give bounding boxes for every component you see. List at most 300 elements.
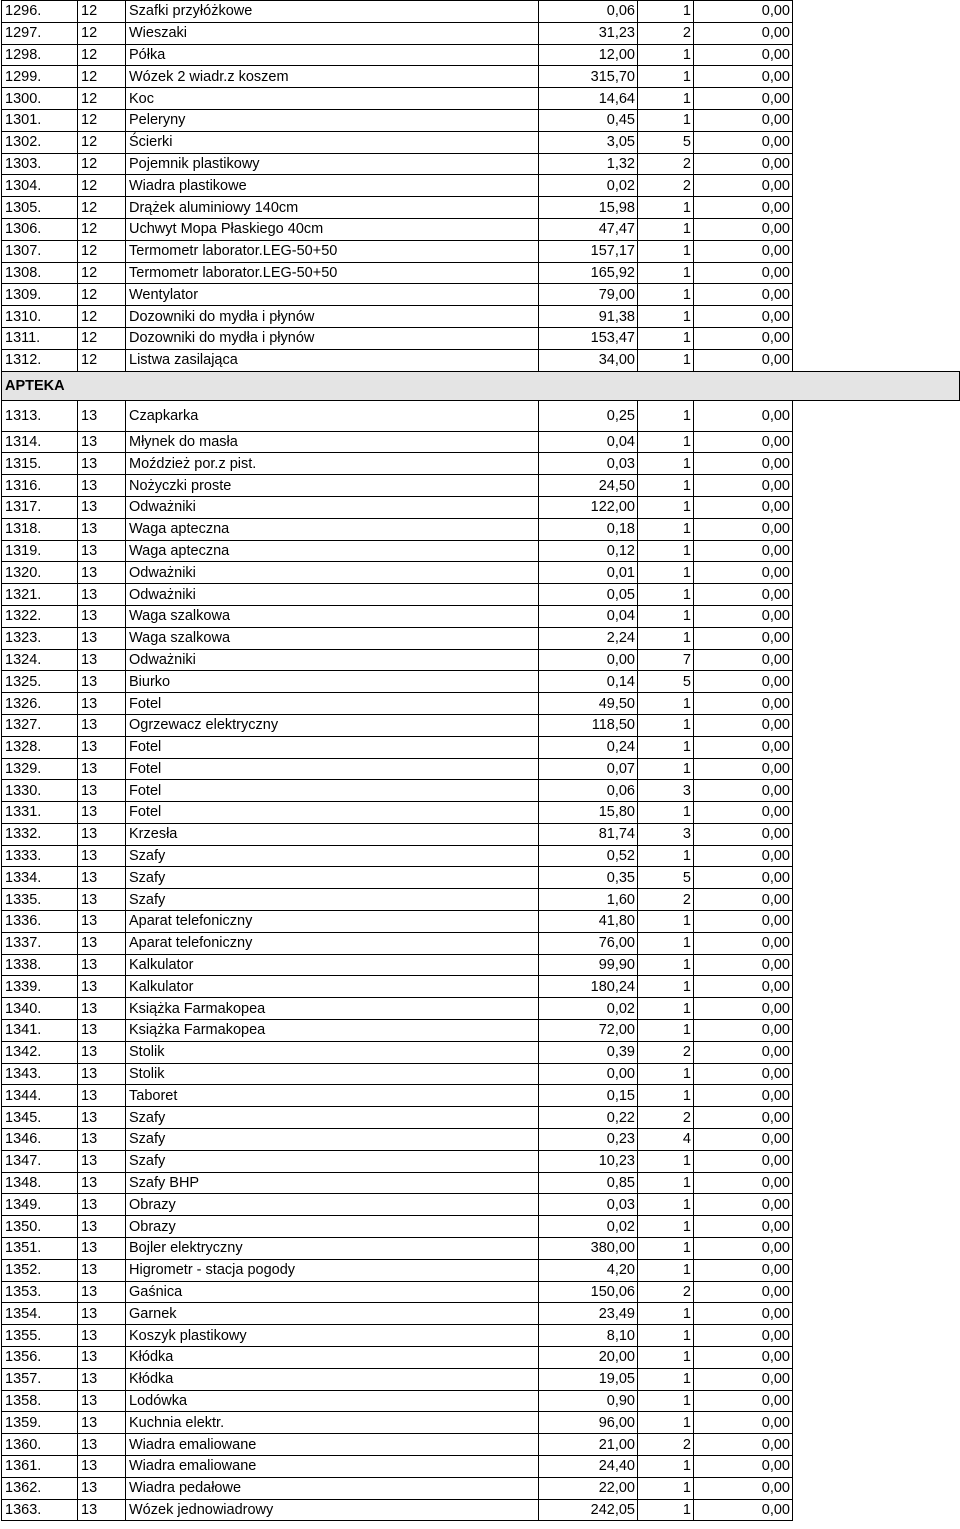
qty-cell: 3 [638,780,694,802]
lp-cell: 1315. [2,453,78,475]
table-row [2,932,960,954]
price-cell: 157,17 [539,240,638,262]
price-cell: 0,02 [539,175,638,197]
group-cell: 13 [78,1107,126,1129]
empty-cell [793,1085,960,1107]
group-cell: 12 [78,66,126,88]
value-cell: 0,00 [694,1456,793,1478]
group-cell: 12 [78,44,126,66]
value-cell: 0,00 [694,823,793,845]
name-cell: Szafy BHP [126,1172,539,1194]
price-cell: 165,92 [539,262,638,284]
group-cell: 13 [78,867,126,889]
lp-cell: 1336. [2,911,78,933]
empty-cell [793,175,960,197]
lp-cell: 1311. [2,327,78,349]
qty-cell: 1 [638,475,694,497]
empty-cell [793,823,960,845]
value-cell: 0,00 [694,197,793,219]
lp-cell: 1312. [2,349,78,371]
table-row [2,22,960,44]
lp-cell: 1330. [2,780,78,802]
lp-cell: 1309. [2,284,78,306]
name-cell: Kalkulator [126,976,539,998]
group-cell: 13 [78,1150,126,1172]
qty-cell: 1 [638,1477,694,1499]
qty-cell: 1 [638,1259,694,1281]
empty-cell [793,998,960,1020]
name-cell: Drążek aluminiowy 140cm [126,197,539,219]
table-row [2,758,960,780]
lp-cell: 1346. [2,1129,78,1151]
table-row [2,1129,960,1151]
qty-cell: 1 [638,327,694,349]
price-cell: 242,05 [539,1499,638,1521]
name-cell: Odważniki [126,649,539,671]
group-cell: 12 [78,240,126,262]
qty-cell: 1 [638,1085,694,1107]
qty-cell: 1 [638,1216,694,1238]
empty-cell [793,1303,960,1325]
price-cell: 49,50 [539,693,638,715]
value-cell: 0,00 [694,1499,793,1521]
inventory-table [1,0,960,1521]
name-cell: Wiadra emaliowane [126,1434,539,1456]
qty-cell: 1 [638,562,694,584]
empty-cell [793,605,960,627]
empty-cell [793,431,960,453]
name-cell: Aparat telefoniczny [126,932,539,954]
group-cell: 13 [78,1477,126,1499]
qty-cell: 1 [638,218,694,240]
qty-cell: 2 [638,889,694,911]
group-cell: 13 [78,562,126,584]
lp-cell: 1360. [2,1434,78,1456]
empty-cell [793,562,960,584]
value-cell: 0,00 [694,932,793,954]
price-cell: 0,07 [539,758,638,780]
lp-cell: 1345. [2,1107,78,1129]
empty-cell [793,1172,960,1194]
qty-cell: 1 [638,240,694,262]
price-cell: 0,04 [539,431,638,453]
empty-cell [793,44,960,66]
table-row [2,1477,960,1499]
price-cell: 81,74 [539,823,638,845]
value-cell: 0,00 [694,1063,793,1085]
price-cell: 1,32 [539,153,638,175]
name-cell: Szafy [126,1107,539,1129]
empty-cell [793,1281,960,1303]
table-row [2,496,960,518]
lp-cell: 1305. [2,197,78,219]
name-cell: Obrazy [126,1194,539,1216]
table-row [2,1325,960,1347]
empty-cell [793,932,960,954]
value-cell: 0,00 [694,1041,793,1063]
group-cell: 13 [78,1238,126,1260]
group-cell: 13 [78,671,126,693]
lp-cell: 1332. [2,823,78,845]
group-cell: 13 [78,627,126,649]
value-cell: 0,00 [694,584,793,606]
empty-cell [793,1347,960,1369]
price-cell: 1,60 [539,889,638,911]
name-cell: Szafy [126,845,539,867]
price-cell: 15,80 [539,802,638,824]
table-row [2,540,960,562]
name-cell: Dozowniki do mydła i płynów [126,327,539,349]
value-cell: 0,00 [694,1390,793,1412]
price-cell: 0,18 [539,518,638,540]
qty-cell: 5 [638,867,694,889]
name-cell: Szafy [126,1129,539,1151]
qty-cell: 2 [638,175,694,197]
price-cell: 10,23 [539,1150,638,1172]
name-cell: Wieszaki [126,22,539,44]
group-cell: 13 [78,911,126,933]
price-cell: 20,00 [539,1347,638,1369]
qty-cell: 7 [638,649,694,671]
lp-cell: 1356. [2,1347,78,1369]
value-cell: 0,00 [694,1238,793,1260]
lp-cell: 1361. [2,1456,78,1478]
lp-cell: 1358. [2,1390,78,1412]
table-row [2,1456,960,1478]
group-cell: 13 [78,1368,126,1390]
lp-cell: 1333. [2,845,78,867]
empty-cell [793,131,960,153]
empty-cell [793,306,960,328]
name-cell: Odważniki [126,562,539,584]
price-cell: 24,40 [539,1456,638,1478]
group-cell: 13 [78,431,126,453]
qty-cell: 1 [638,1238,694,1260]
name-cell: Młynek do masła [126,431,539,453]
price-cell: 0,23 [539,1129,638,1151]
name-cell: Listwa zasilająca [126,349,539,371]
lp-cell: 1351. [2,1238,78,1260]
empty-cell [793,400,960,431]
qty-cell: 1 [638,1063,694,1085]
table-row [2,153,960,175]
value-cell: 0,00 [694,1259,793,1281]
table-row [2,649,960,671]
name-cell: Kłódka [126,1368,539,1390]
group-cell: 12 [78,175,126,197]
value-cell: 0,00 [694,1434,793,1456]
qty-cell: 1 [638,1347,694,1369]
value-cell: 0,00 [694,240,793,262]
group-cell: 12 [78,327,126,349]
value-cell: 0,00 [694,736,793,758]
name-cell: Taboret [126,1085,539,1107]
price-cell: 0,06 [539,1,638,23]
lp-cell: 1299. [2,66,78,88]
table-row [2,1172,960,1194]
name-cell: Fotel [126,693,539,715]
qty-cell: 1 [638,736,694,758]
table-row [2,175,960,197]
empty-cell [793,240,960,262]
qty-cell: 1 [638,1368,694,1390]
name-cell: Pojemnik plastikowy [126,153,539,175]
price-cell: 0,06 [539,780,638,802]
table-row [2,1390,960,1412]
value-cell: 0,00 [694,44,793,66]
lp-cell: 1296. [2,1,78,23]
value-cell: 0,00 [694,889,793,911]
lp-cell: 1353. [2,1281,78,1303]
group-cell: 13 [78,584,126,606]
lp-cell: 1334. [2,867,78,889]
qty-cell: 2 [638,153,694,175]
qty-cell: 1 [638,496,694,518]
table-row [2,1085,960,1107]
empty-cell [793,197,960,219]
group-cell: 12 [78,284,126,306]
value-cell: 0,00 [694,262,793,284]
lp-cell: 1329. [2,758,78,780]
lp-cell: 1344. [2,1085,78,1107]
price-cell: 23,49 [539,1303,638,1325]
table-row [2,823,960,845]
group-cell: 13 [78,1390,126,1412]
price-cell: 34,00 [539,349,638,371]
group-cell: 13 [78,540,126,562]
group-cell: 12 [78,131,126,153]
value-cell: 0,00 [694,1477,793,1499]
name-cell: Wiadra plastikowe [126,175,539,197]
value-cell: 0,00 [694,605,793,627]
price-cell: 0,04 [539,605,638,627]
value-cell: 0,00 [694,475,793,497]
table-row [2,306,960,328]
group-cell: 13 [78,1347,126,1369]
qty-cell: 1 [638,306,694,328]
group-cell: 13 [78,976,126,998]
qty-cell: 4 [638,1129,694,1151]
empty-cell [793,66,960,88]
value-cell: 0,00 [694,400,793,431]
name-cell: Termometr laborator.LEG-50+50 [126,240,539,262]
qty-cell: 3 [638,823,694,845]
lp-cell: 1298. [2,44,78,66]
group-cell: 13 [78,1281,126,1303]
table-row [2,671,960,693]
empty-cell [793,153,960,175]
lp-cell: 1316. [2,475,78,497]
group-cell: 12 [78,262,126,284]
qty-cell: 5 [638,671,694,693]
name-cell: Termometr laborator.LEG-50+50 [126,262,539,284]
price-cell: 21,00 [539,1434,638,1456]
lp-cell: 1323. [2,627,78,649]
group-cell: 13 [78,1259,126,1281]
qty-cell: 1 [638,758,694,780]
value-cell: 0,00 [694,562,793,584]
name-cell: Kalkulator [126,954,539,976]
name-cell: Półka [126,44,539,66]
value-cell: 0,00 [694,1150,793,1172]
name-cell: Uchwyt Mopa Płaskiego 40cm [126,218,539,240]
lp-cell: 1324. [2,649,78,671]
group-cell: 12 [78,109,126,131]
name-cell: Książka Farmakopea [126,998,539,1020]
group-cell: 12 [78,88,126,110]
empty-cell [793,1412,960,1434]
qty-cell: 1 [638,109,694,131]
table-row [2,431,960,453]
group-cell: 13 [78,736,126,758]
empty-cell [793,1020,960,1042]
qty-cell: 1 [638,932,694,954]
empty-cell [793,518,960,540]
name-cell: Wiadra emaliowane [126,1456,539,1478]
value-cell: 0,00 [694,66,793,88]
price-cell: 4,20 [539,1259,638,1281]
empty-cell [793,1368,960,1390]
table-row [2,714,960,736]
empty-cell [793,584,960,606]
group-cell: 13 [78,954,126,976]
group-cell: 13 [78,1325,126,1347]
group-cell: 13 [78,1216,126,1238]
lp-cell: 1301. [2,109,78,131]
price-cell: 0,35 [539,867,638,889]
value-cell: 0,00 [694,131,793,153]
value-cell: 0,00 [694,1020,793,1042]
qty-cell: 1 [638,1456,694,1478]
lp-cell: 1302. [2,131,78,153]
table-row [2,131,960,153]
value-cell: 0,00 [694,1216,793,1238]
lp-cell: 1350. [2,1216,78,1238]
price-cell: 2,24 [539,627,638,649]
table-row [2,218,960,240]
table-row [2,605,960,627]
qty-cell: 1 [638,1172,694,1194]
name-cell: Odważniki [126,584,539,606]
group-cell: 13 [78,1020,126,1042]
empty-cell [793,327,960,349]
name-cell: Dozowniki do mydła i płynów [126,306,539,328]
table-row [2,109,960,131]
value-cell: 0,00 [694,867,793,889]
value-cell: 0,00 [694,1281,793,1303]
table-row [2,240,960,262]
empty-cell [793,845,960,867]
name-cell: Stolik [126,1041,539,1063]
price-cell: 118,50 [539,714,638,736]
empty-cell [793,496,960,518]
empty-cell [793,714,960,736]
empty-cell [793,1063,960,1085]
qty-cell: 1 [638,584,694,606]
lp-cell: 1331. [2,802,78,824]
qty-cell: 1 [638,1303,694,1325]
table-row [2,262,960,284]
qty-cell: 1 [638,1499,694,1521]
price-cell: 380,00 [539,1238,638,1260]
lp-cell: 1357. [2,1368,78,1390]
lp-cell: 1354. [2,1303,78,1325]
table-row [2,693,960,715]
price-cell: 0,90 [539,1390,638,1412]
lp-cell: 1326. [2,693,78,715]
name-cell: Ścierki [126,131,539,153]
group-cell: 13 [78,758,126,780]
value-cell: 0,00 [694,1172,793,1194]
empty-cell [793,1456,960,1478]
lp-cell: 1320. [2,562,78,584]
value-cell: 0,00 [694,327,793,349]
empty-cell [793,1434,960,1456]
name-cell: Peleryny [126,109,539,131]
empty-cell [793,627,960,649]
qty-cell: 1 [638,954,694,976]
table-row [2,736,960,758]
table-row [2,1194,960,1216]
lp-cell: 1343. [2,1063,78,1085]
value-cell: 0,00 [694,1368,793,1390]
empty-cell [793,218,960,240]
empty-cell [793,1107,960,1129]
value-cell: 0,00 [694,1347,793,1369]
qty-cell: 1 [638,1194,694,1216]
lp-cell: 1318. [2,518,78,540]
group-cell: 12 [78,1,126,23]
group-cell: 13 [78,1172,126,1194]
section-row [2,371,960,400]
name-cell: Stolik [126,1063,539,1085]
group-cell: 13 [78,845,126,867]
name-cell: Fotel [126,736,539,758]
lp-cell: 1335. [2,889,78,911]
lp-cell: 1304. [2,175,78,197]
price-cell: 99,90 [539,954,638,976]
empty-cell [793,349,960,371]
value-cell: 0,00 [694,218,793,240]
group-cell: 13 [78,1129,126,1151]
price-cell: 79,00 [539,284,638,306]
table-row [2,475,960,497]
empty-cell [793,1194,960,1216]
price-cell: 72,00 [539,1020,638,1042]
table-row [2,802,960,824]
qty-cell: 1 [638,197,694,219]
price-cell: 24,50 [539,475,638,497]
name-cell: Lodówka [126,1390,539,1412]
qty-cell: 2 [638,1434,694,1456]
empty-cell [793,976,960,998]
lp-cell: 1325. [2,671,78,693]
lp-cell: 1341. [2,1020,78,1042]
group-cell: 12 [78,218,126,240]
table-row [2,911,960,933]
group-cell: 12 [78,22,126,44]
value-cell: 0,00 [694,758,793,780]
value-cell: 0,00 [694,1412,793,1434]
value-cell: 0,00 [694,998,793,1020]
group-cell: 13 [78,780,126,802]
lp-cell: 1308. [2,262,78,284]
name-cell: Fotel [126,780,539,802]
qty-cell: 1 [638,1390,694,1412]
table-row [2,1,960,23]
price-cell: 14,64 [539,88,638,110]
lp-cell: 1307. [2,240,78,262]
